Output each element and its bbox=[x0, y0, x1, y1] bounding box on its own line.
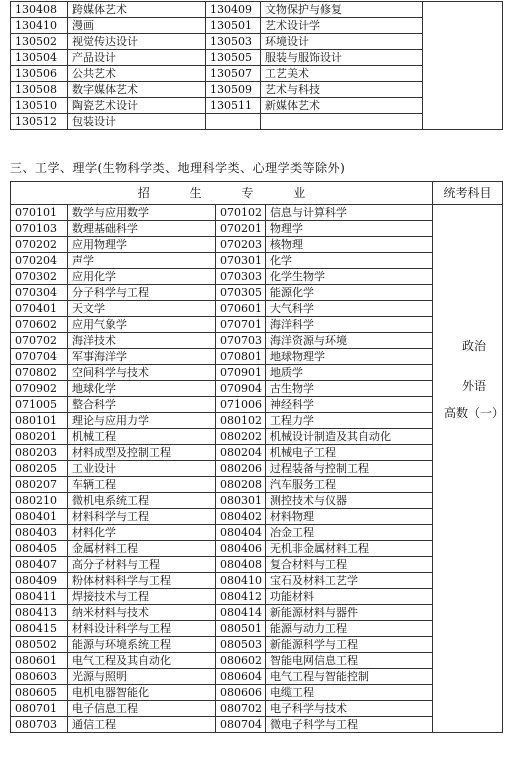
major-code: 080605 bbox=[11, 685, 68, 701]
major-name: 机械设计制造及其自动化 bbox=[266, 429, 433, 445]
exam-subject: 政治 bbox=[461, 339, 486, 353]
major-name: 机械电子工程 bbox=[266, 445, 433, 461]
major-code: 080405 bbox=[11, 541, 68, 557]
section-heading: 三、工学、理学(生物科学类、地理科学类、心理学类等除外) bbox=[10, 161, 346, 175]
major-name: 材料设计科学与工程 bbox=[68, 621, 216, 637]
main-major-table-body bbox=[11, 205, 503, 733]
major-name: 应用物理学 bbox=[68, 237, 216, 253]
major-code: 080409 bbox=[11, 573, 68, 589]
major-name: 声学 bbox=[68, 253, 216, 269]
exam-subject: 高数（一） bbox=[443, 406, 504, 420]
major-code: 130504 bbox=[11, 50, 68, 66]
table-row bbox=[11, 237, 503, 253]
major-name: 新能源材料与器件 bbox=[266, 605, 433, 621]
table-row bbox=[11, 413, 503, 429]
major-name: 艺术与科技 bbox=[261, 82, 423, 98]
major-code: 130501 bbox=[206, 18, 261, 34]
table-row bbox=[11, 701, 503, 717]
table-row bbox=[11, 653, 503, 669]
major-name: 包装设计 bbox=[68, 114, 206, 130]
major-name: 无机非金属材料工程 bbox=[266, 541, 433, 557]
table-row bbox=[11, 301, 503, 317]
major-name: 物理学 bbox=[266, 221, 433, 237]
table-row bbox=[11, 509, 503, 525]
major-name: 天文学 bbox=[68, 301, 216, 317]
major-name: 文物保护与修复 bbox=[261, 2, 423, 18]
major-code: 070904 bbox=[216, 381, 266, 397]
major-code: 070902 bbox=[11, 381, 68, 397]
major-code: 080102 bbox=[216, 413, 266, 429]
major-name: 分子科学与工程 bbox=[68, 285, 216, 301]
major-code: 130502 bbox=[11, 34, 68, 50]
major-code: 070101 bbox=[11, 205, 68, 221]
major-name: 化学生物学 bbox=[266, 269, 433, 285]
major-name: 服装与服饰设计 bbox=[261, 50, 423, 66]
major-code: 080703 bbox=[11, 717, 68, 733]
table-row bbox=[11, 461, 503, 477]
major-code: 080412 bbox=[216, 589, 266, 605]
table-row bbox=[11, 2, 503, 18]
major-name: 车辆工程 bbox=[68, 477, 216, 493]
major-name: 微机电系统工程 bbox=[68, 493, 216, 509]
major-code: 080503 bbox=[216, 637, 266, 653]
major-code: 130503 bbox=[206, 34, 261, 50]
major-code: 130409 bbox=[206, 2, 261, 18]
major-name: 工业设计 bbox=[68, 461, 216, 477]
blank-subject-cell bbox=[423, 2, 503, 130]
major-name: 陶瓷艺术设计 bbox=[68, 98, 206, 114]
major-code: 080410 bbox=[216, 573, 266, 589]
major-name: 复合材料与工程 bbox=[266, 557, 433, 573]
major-code: 130512 bbox=[11, 114, 68, 130]
major-code: 080502 bbox=[11, 637, 68, 653]
table-row bbox=[11, 365, 503, 381]
major-code: 080606 bbox=[216, 685, 266, 701]
major-code: 080403 bbox=[11, 525, 68, 541]
major-code: 070704 bbox=[11, 349, 68, 365]
table-row bbox=[11, 493, 503, 509]
major-code: 070901 bbox=[216, 365, 266, 381]
major-name: 能源与动力工程 bbox=[266, 621, 433, 637]
major-name: 海洋科学 bbox=[266, 317, 433, 333]
major-name: 电子科学与技术 bbox=[266, 701, 433, 717]
table-row bbox=[11, 573, 503, 589]
major-name: 纳米材料与技术 bbox=[68, 605, 216, 621]
major-name: 智能电网信息工程 bbox=[266, 653, 433, 669]
major-code: 080408 bbox=[216, 557, 266, 573]
main-major-table bbox=[10, 181, 503, 733]
major-code: 080401 bbox=[11, 509, 68, 525]
major-name: 理论与应用力学 bbox=[68, 413, 216, 429]
major-code: 070301 bbox=[216, 253, 266, 269]
major-code: 070305 bbox=[216, 285, 266, 301]
major-code: 070304 bbox=[11, 285, 68, 301]
major-code: 080413 bbox=[11, 605, 68, 621]
major-name: 材料科学与工程 bbox=[68, 509, 216, 525]
major-name: 电缆工程 bbox=[266, 685, 433, 701]
major-code: 130506 bbox=[11, 66, 68, 82]
major-code: 080602 bbox=[216, 653, 266, 669]
major-code: 080603 bbox=[11, 669, 68, 685]
major-code: 080204 bbox=[216, 445, 266, 461]
major-code: 080601 bbox=[11, 653, 68, 669]
major-name: 光源与照明 bbox=[68, 669, 216, 685]
table-row bbox=[11, 397, 503, 413]
major-name: 汽车服务工程 bbox=[266, 477, 433, 493]
major-name: 军事海洋学 bbox=[68, 349, 216, 365]
major-name: 电气工程及其自动化 bbox=[68, 653, 216, 669]
table-row bbox=[11, 621, 503, 637]
major-name: 新能源科学与工程 bbox=[266, 637, 433, 653]
major-name: 古生物学 bbox=[266, 381, 433, 397]
major-name: 焊接技术与工程 bbox=[68, 589, 216, 605]
table-row bbox=[11, 445, 503, 461]
table-row bbox=[11, 605, 503, 621]
exam-subjects-cell bbox=[433, 205, 503, 733]
major-code: 080411 bbox=[11, 589, 68, 605]
major-name: 测控技术与仪器 bbox=[266, 493, 433, 509]
table-row bbox=[11, 557, 503, 573]
major-name: 视觉传达设计 bbox=[68, 34, 206, 50]
table-row bbox=[11, 205, 503, 221]
major-code: 080210 bbox=[11, 493, 68, 509]
major-code: 080208 bbox=[216, 477, 266, 493]
major-name: 海洋技术 bbox=[68, 333, 216, 349]
major-code: 130408 bbox=[11, 2, 68, 18]
major-code: 070102 bbox=[216, 205, 266, 221]
major-name: 公共艺术 bbox=[68, 66, 206, 82]
table-row bbox=[11, 525, 503, 541]
major-code: 070702 bbox=[11, 333, 68, 349]
table-row bbox=[11, 669, 503, 685]
table-row bbox=[11, 381, 503, 397]
table-row bbox=[11, 269, 503, 285]
major-code: 070703 bbox=[216, 333, 266, 349]
major-code: 080203 bbox=[11, 445, 68, 461]
table-row bbox=[11, 429, 503, 445]
major-name: 工程力学 bbox=[266, 413, 433, 429]
major-code: 070202 bbox=[11, 237, 68, 253]
major-name: 新媒体艺术 bbox=[261, 98, 423, 114]
major-name: 数理基础科学 bbox=[68, 221, 216, 237]
major-code: 130410 bbox=[11, 18, 68, 34]
major-code: 130508 bbox=[11, 82, 68, 98]
major-code: 070602 bbox=[11, 317, 68, 333]
major-name: 能源化学 bbox=[266, 285, 433, 301]
major-code: 080205 bbox=[11, 461, 68, 477]
major-name: 数字媒体艺术 bbox=[68, 82, 206, 98]
major-name: 大气科学 bbox=[266, 301, 433, 317]
major-name: 机械工程 bbox=[68, 429, 216, 445]
table-header-row bbox=[11, 182, 503, 205]
major-code: 080415 bbox=[11, 621, 68, 637]
major-name: 跨媒体艺术 bbox=[68, 2, 206, 18]
major-code: 080301 bbox=[216, 493, 266, 509]
table-row bbox=[11, 285, 503, 301]
major-code: 080702 bbox=[216, 701, 266, 717]
major-code: 070302 bbox=[11, 269, 68, 285]
major-code: 130507 bbox=[206, 66, 261, 82]
top-major-table-body bbox=[11, 2, 503, 130]
subjects-header: 统考科目 bbox=[433, 182, 503, 205]
major-name: 宝石及材料工艺学 bbox=[266, 573, 433, 589]
major-code: 080402 bbox=[216, 509, 266, 525]
top-major-table bbox=[10, 1, 503, 130]
major-code: 070203 bbox=[216, 237, 266, 253]
major-code: 080501 bbox=[216, 621, 266, 637]
major-code: 080404 bbox=[216, 525, 266, 541]
major-code: 071006 bbox=[216, 397, 266, 413]
major-name: 整合科学 bbox=[68, 397, 216, 413]
major-code: 070701 bbox=[216, 317, 266, 333]
major-code: 070103 bbox=[11, 221, 68, 237]
major-name: 化学 bbox=[266, 253, 433, 269]
table-row bbox=[11, 349, 503, 365]
major-name: 粉体材料科学与工程 bbox=[68, 573, 216, 589]
table-row bbox=[11, 541, 503, 557]
major-code: 080207 bbox=[11, 477, 68, 493]
major-name: 空间科学与技术 bbox=[68, 365, 216, 381]
major-name bbox=[261, 114, 423, 130]
major-code: 070802 bbox=[11, 365, 68, 381]
major-name: 电气工程与智能控制 bbox=[266, 669, 433, 685]
major-name: 艺术设计学 bbox=[261, 18, 423, 34]
major-code: 070801 bbox=[216, 349, 266, 365]
major-name: 漫画 bbox=[68, 18, 206, 34]
major-code: 070401 bbox=[11, 301, 68, 317]
major-code bbox=[206, 114, 261, 130]
major-code: 070204 bbox=[11, 253, 68, 269]
major-name: 高分子材料与工程 bbox=[68, 557, 216, 573]
major-name: 过程装备与控制工程 bbox=[266, 461, 433, 477]
major-name: 金属材料工程 bbox=[68, 541, 216, 557]
major-name: 产品设计 bbox=[68, 50, 206, 66]
major-code: 080704 bbox=[216, 717, 266, 733]
major-code: 130511 bbox=[206, 98, 261, 114]
major-name: 地球化学 bbox=[68, 381, 216, 397]
major-code: 080101 bbox=[11, 413, 68, 429]
major-name: 应用气象学 bbox=[68, 317, 216, 333]
major-code: 080414 bbox=[216, 605, 266, 621]
major-name: 环境设计 bbox=[261, 34, 423, 50]
table-row bbox=[11, 221, 503, 237]
major-name: 材料物理 bbox=[266, 509, 433, 525]
major-name: 地球物理学 bbox=[266, 349, 433, 365]
exam-subject: 外语 bbox=[461, 379, 486, 393]
major-code: 130509 bbox=[206, 82, 261, 98]
table-row bbox=[11, 637, 503, 653]
major-name: 通信工程 bbox=[68, 717, 216, 733]
major-name: 电子信息工程 bbox=[68, 701, 216, 717]
table-row bbox=[11, 317, 503, 333]
major-code: 080406 bbox=[216, 541, 266, 557]
major-name: 功能材料 bbox=[266, 589, 433, 605]
table-row bbox=[11, 333, 503, 349]
major-code: 130505 bbox=[206, 50, 261, 66]
major-code: 080201 bbox=[11, 429, 68, 445]
major-name: 地质学 bbox=[266, 365, 433, 381]
major-code: 130510 bbox=[11, 98, 68, 114]
major-code: 080701 bbox=[11, 701, 68, 717]
table-row bbox=[11, 477, 503, 493]
table-row bbox=[11, 253, 503, 269]
major-name: 微电子科学与工程 bbox=[266, 717, 433, 733]
table-row bbox=[11, 685, 503, 701]
table-row bbox=[11, 717, 503, 733]
major-name: 海洋资源与环境 bbox=[266, 333, 433, 349]
major-code: 071005 bbox=[11, 397, 68, 413]
major-name: 工艺美术 bbox=[261, 66, 423, 82]
major-name: 材料成型及控制工程 bbox=[68, 445, 216, 461]
majors-header: 招 生 专 业 bbox=[11, 182, 433, 205]
table-row bbox=[11, 589, 503, 605]
major-code: 080604 bbox=[216, 669, 266, 685]
major-code: 070201 bbox=[216, 221, 266, 237]
major-code: 080202 bbox=[216, 429, 266, 445]
major-name: 应用化学 bbox=[68, 269, 216, 285]
major-name: 数学与应用数学 bbox=[68, 205, 216, 221]
major-name: 材料化学 bbox=[68, 525, 216, 541]
major-name: 冶金工程 bbox=[266, 525, 433, 541]
major-name: 核物理 bbox=[266, 237, 433, 253]
major-name: 能源与环境系统工程 bbox=[68, 637, 216, 653]
major-code: 080206 bbox=[216, 461, 266, 477]
major-name: 信息与计算科学 bbox=[266, 205, 433, 221]
major-code: 070303 bbox=[216, 269, 266, 285]
major-name: 神经科学 bbox=[266, 397, 433, 413]
major-name: 电机电器智能化 bbox=[68, 685, 216, 701]
major-code: 080407 bbox=[11, 557, 68, 573]
major-code: 070601 bbox=[216, 301, 266, 317]
